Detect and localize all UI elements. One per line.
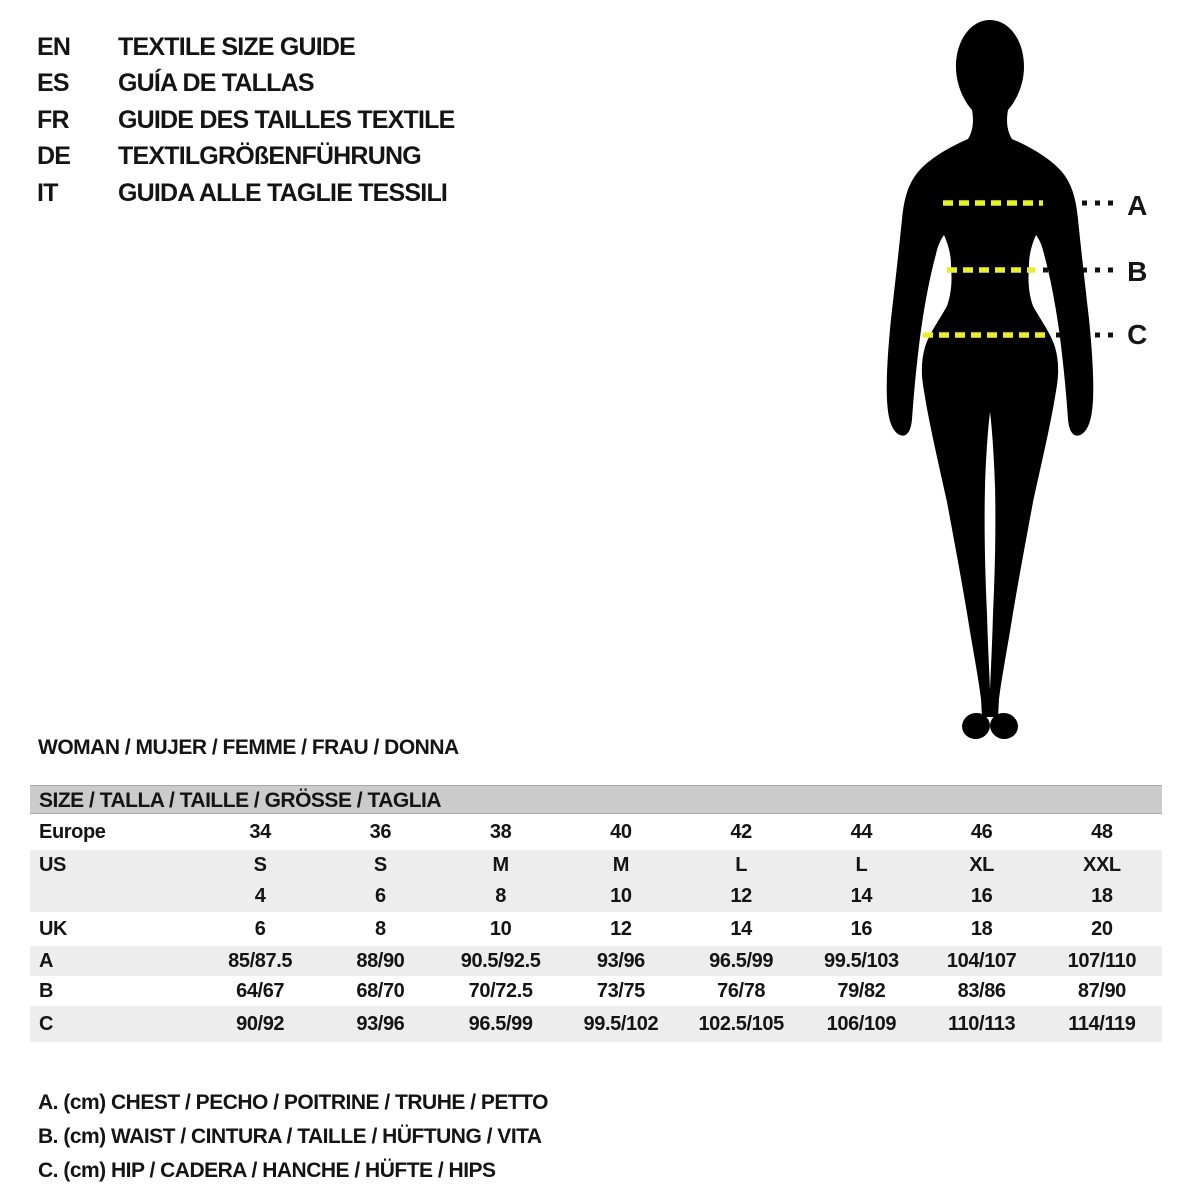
table-row bbox=[30, 880, 1162, 912]
table-cell: 6 bbox=[375, 884, 386, 907]
table-cell: 48 bbox=[1091, 820, 1113, 843]
table-cell: 87/90 bbox=[1077, 979, 1126, 1002]
table-cell: 99.5/103 bbox=[824, 949, 899, 972]
lang-code: FR bbox=[37, 105, 69, 134]
title-text: GUIDA ALLE TAGLIE TESSILI bbox=[118, 178, 448, 207]
table-cell: XL bbox=[969, 853, 994, 876]
table-cell: 93/96 bbox=[596, 949, 645, 972]
table-cell: 34 bbox=[249, 820, 271, 843]
table-cell: 46 bbox=[970, 820, 993, 843]
table-row bbox=[30, 946, 1162, 976]
table-cell: 42 bbox=[730, 820, 752, 843]
table-cell: 90/92 bbox=[236, 1012, 285, 1035]
title-row-de bbox=[37, 139, 455, 176]
title-text: GUÍA DE TALLAS bbox=[118, 69, 314, 98]
table-cell: 68/70 bbox=[356, 979, 405, 1002]
table-row-label: Europe bbox=[39, 820, 106, 843]
table-cell: 90.5/92.5 bbox=[460, 949, 541, 972]
table-row-label: C bbox=[39, 1012, 54, 1035]
table-cell: 85/87.5 bbox=[228, 949, 293, 972]
marker-label-b: B bbox=[1127, 256, 1147, 287]
table-cell: 110/113 bbox=[947, 1012, 1016, 1035]
table-cell: 70/72.5 bbox=[468, 979, 533, 1002]
size-table bbox=[30, 785, 1162, 1042]
table-cell: 102.5/105 bbox=[698, 1012, 784, 1035]
measurement-legend bbox=[38, 1086, 548, 1188]
table-row bbox=[30, 814, 1162, 850]
table-cell: 18 bbox=[970, 917, 993, 940]
table-cell: 40 bbox=[610, 820, 632, 843]
table-cell: 88/90 bbox=[356, 949, 405, 972]
table-cell: 104/107 bbox=[946, 949, 1017, 972]
table-cell: 14 bbox=[730, 917, 752, 940]
table-row-label: UK bbox=[39, 917, 68, 940]
section-heading-woman: WOMAN / MUJER / FEMME / FRAU / DONNA bbox=[38, 736, 459, 759]
size-table-header: SIZE / TALLA / TAILLE / GRÖSSE / TAGLIA bbox=[30, 785, 1162, 814]
table-cell: 10 bbox=[489, 917, 512, 940]
table-cell: 93/96 bbox=[356, 1012, 405, 1035]
legend-item-waist: B. (cm) WAIST / CINTURA / TAILLE / HÜFTUNG / VITA bbox=[38, 1125, 542, 1148]
table-cell: 106/109 bbox=[826, 1012, 897, 1035]
table-cell: 16 bbox=[970, 884, 993, 907]
table-cell: 36 bbox=[369, 820, 392, 843]
table-cell: 12 bbox=[730, 884, 752, 907]
table-cell: 38 bbox=[489, 820, 512, 843]
table-cell: 10 bbox=[610, 884, 632, 907]
title-text: TEXTILGRÖßENFÜHRUNG bbox=[118, 142, 421, 171]
table-row bbox=[30, 912, 1162, 946]
table-cell: 6 bbox=[254, 917, 266, 940]
table-cell: XXL bbox=[1083, 853, 1121, 876]
title-row-es bbox=[37, 66, 455, 103]
table-cell: 96.5/99 bbox=[468, 1012, 533, 1035]
table-row bbox=[30, 850, 1162, 880]
table-cell: 114/119 bbox=[1068, 1012, 1136, 1035]
table-row-label: B bbox=[39, 979, 54, 1002]
size-table-rows bbox=[30, 814, 1162, 1042]
title-text: TEXTILE SIZE GUIDE bbox=[118, 32, 356, 61]
lang-code: ES bbox=[37, 69, 69, 98]
table-cell: S bbox=[373, 853, 387, 876]
measurement-figure bbox=[880, 14, 1200, 744]
table-cell: 64/67 bbox=[236, 979, 285, 1002]
table-cell: 8 bbox=[375, 917, 386, 940]
lang-code: IT bbox=[37, 178, 58, 207]
woman-silhouette-svg bbox=[880, 14, 1200, 744]
table-cell: 99.5/102 bbox=[583, 1012, 659, 1035]
table-cell: L bbox=[855, 853, 868, 876]
woman-silhouette bbox=[887, 20, 1094, 742]
title-block bbox=[37, 29, 455, 212]
table-cell: 73/75 bbox=[596, 979, 645, 1002]
table-row bbox=[30, 976, 1162, 1006]
title-row-it bbox=[37, 175, 455, 212]
table-row-label: US bbox=[39, 853, 66, 876]
title-row-fr bbox=[37, 102, 455, 139]
legend-item-hip: C. (cm) HIP / CADERA / HANCHE / HÜFTE / HIPS bbox=[38, 1159, 496, 1182]
legend-item-chest: A. (cm) CHEST / PECHO / POITRINE / TRUHE / PETTO bbox=[38, 1091, 549, 1114]
table-cell: M bbox=[492, 853, 509, 876]
table-cell: 76/78 bbox=[717, 979, 766, 1002]
marker-label-c: C bbox=[1127, 319, 1147, 350]
table-cell: 79/82 bbox=[837, 979, 886, 1002]
table-cell: 107/110 bbox=[1067, 949, 1137, 972]
table-cell: 96.5/99 bbox=[709, 949, 774, 972]
table-cell: 16 bbox=[850, 917, 873, 940]
table-row-label: A bbox=[39, 949, 54, 972]
title-text: GUIDE DES TAILLES TEXTILE bbox=[118, 105, 455, 134]
lang-code: EN bbox=[37, 32, 71, 61]
marker-label-a: A bbox=[1127, 190, 1147, 221]
table-cell: 20 bbox=[1091, 917, 1113, 940]
table-cell: 12 bbox=[610, 917, 632, 940]
table-cell: 18 bbox=[1091, 884, 1113, 907]
title-row-en bbox=[37, 29, 455, 66]
lang-code: DE bbox=[37, 142, 71, 171]
table-cell: 83/86 bbox=[957, 979, 1006, 1002]
table-cell: M bbox=[612, 853, 629, 876]
table-cell: 44 bbox=[850, 820, 873, 843]
table-row bbox=[30, 1006, 1162, 1042]
table-cell: S bbox=[253, 853, 267, 876]
table-cell: 14 bbox=[850, 884, 873, 907]
table-cell: L bbox=[735, 853, 748, 876]
woman-body-path bbox=[887, 20, 1094, 717]
table-cell: 4 bbox=[254, 884, 266, 907]
table-cell: 8 bbox=[495, 884, 506, 907]
